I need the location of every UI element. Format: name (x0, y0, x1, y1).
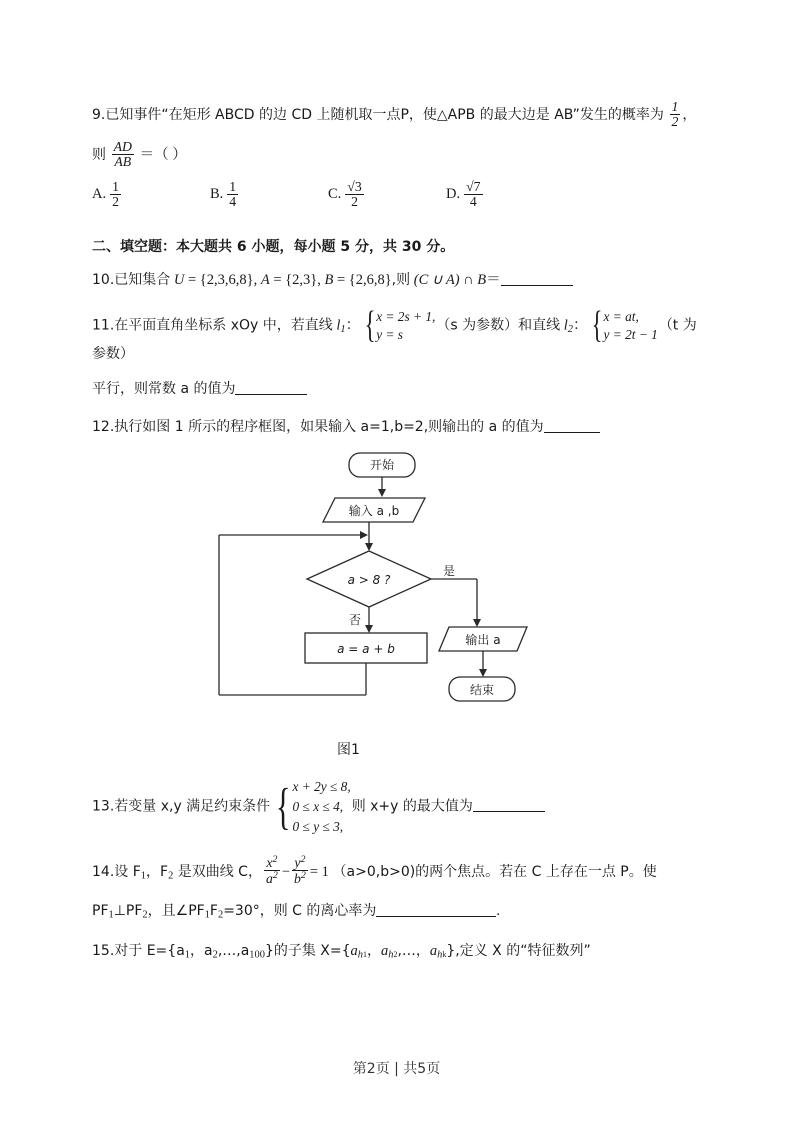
question-14-number: 14. (92, 863, 115, 880)
colon-2: ： (572, 316, 588, 333)
pf2-sub: 2 (142, 909, 148, 921)
line-l2: l (563, 316, 568, 333)
flowchart-input-label: 输入 a ,b (348, 503, 399, 518)
set-u: U (173, 271, 185, 288)
question-9-equals: ＝（ ） (139, 146, 187, 163)
flowchart-end-label: 结束 (469, 682, 494, 697)
option-c-radicand: 3 (354, 178, 362, 194)
question-9-text: 已知事件“在矩形 ABCD 的边 CD 上随机取一点P，使△APB 的最大边是 AB”发生的概率为 (105, 106, 664, 123)
question-14-text7: =30°，则 C 的离心率为 (223, 902, 377, 919)
question-10-line: 10.已知集合 U = {2,3,6,8}, A = {2,3}, B = {2,6,8},则 (C ∪ A) ∩ B＝ (92, 270, 701, 292)
question-15-text5: ， (367, 942, 381, 959)
ratio-denominator: AB (114, 154, 132, 170)
question-9-number: 9. (92, 106, 106, 123)
line-l2-sub: 2 (567, 323, 573, 335)
question-11-line2 (92, 379, 701, 401)
question-9-ratio-fraction (112, 140, 134, 170)
question-11 (92, 303, 701, 402)
q13-row3: 0 ≤ y ≤ 3, (292, 818, 344, 834)
l1-system (361, 303, 436, 346)
a100-sub: 100 (249, 949, 265, 961)
question-10-then: ,则 (391, 271, 411, 288)
l1-row2: y = s (376, 326, 403, 342)
question-14-text2: ，F (146, 863, 169, 880)
question-14-line2 (92, 901, 701, 923)
option-a-denominator: 2 (112, 194, 119, 210)
question-14-text6: F (209, 902, 218, 919)
question-14 (92, 855, 701, 923)
question-9-line2 (92, 140, 701, 170)
flowchart-svg (197, 449, 597, 739)
question-15-number: 15. (92, 942, 115, 959)
q13-row2: 0 ≤ x ≤ 4, (292, 798, 344, 814)
a-squared: $a^2$ (265, 870, 278, 887)
brace-2: { (592, 303, 603, 346)
hyperbola-term-1 (264, 855, 280, 887)
option-d-label: D. (446, 186, 461, 203)
brace-3: { (276, 778, 291, 835)
figure-caption: 图1 (337, 741, 360, 758)
q13-system (271, 777, 351, 837)
option-d[interactable] (446, 180, 564, 210)
flowchart-decision-label: a > 8 ? (347, 572, 390, 587)
option-b-denominator: 4 (229, 194, 237, 210)
x-elem-k-sub: h (437, 949, 443, 961)
set-a: A (260, 271, 270, 288)
question-14-perp: ⊥PF (113, 902, 143, 919)
question-14-period: . (496, 902, 501, 919)
brace-1: { (364, 303, 376, 346)
t-parameter-note: （t 为参数） (92, 316, 697, 362)
x-elem-1-sub: h (357, 949, 364, 961)
s-parameter-note: （s 为参数）和直线 (436, 316, 561, 333)
set-a-value: = {2,3} (273, 271, 318, 288)
option-d-numerator: √7 (466, 178, 481, 194)
flowchart-no-label: 否 (348, 612, 361, 627)
question-15-text6: ,…， (397, 942, 430, 959)
question-9 (92, 100, 701, 210)
question-14-condition: （a>0,b>0)的两个焦点。若在 C 上存在一点 P。使 (332, 863, 657, 880)
option-b-numerator: 1 (229, 178, 237, 194)
question-10-answer-blank[interactable] (501, 270, 573, 286)
option-d-denominator: 4 (469, 194, 477, 210)
question-12-answer-blank[interactable] (544, 418, 600, 434)
l2-row1: x = at, (603, 308, 639, 324)
flowchart-process-label: a = a + b (336, 641, 395, 656)
question-10 (92, 270, 701, 292)
question-13-answer-blank[interactable] (473, 797, 545, 813)
question-9-line1 (92, 100, 701, 130)
question-15-text4: }的子集 X={ (264, 942, 351, 959)
a1-sub: 1 (184, 949, 190, 961)
l2-row2: y = 2t − 1 (603, 326, 658, 342)
option-b-label: B. (210, 186, 224, 203)
flowchart-output-label: 输出 a (464, 632, 501, 647)
question-15-text2: ，a (190, 942, 213, 959)
y-squared: $y^2$ (292, 855, 308, 871)
hyperbola-equals: = 1 (309, 863, 329, 880)
option-a-value (110, 180, 121, 210)
question-14-text5: ，且∠PF (147, 902, 205, 919)
hyperbola-term-2 (292, 855, 308, 887)
question-14-line1 (92, 855, 701, 887)
question-13-number: 13. (92, 798, 115, 815)
question-9-probability-fraction (670, 100, 681, 130)
x-elem-k: a (429, 942, 438, 959)
question-12-number: 12. (92, 419, 115, 436)
question-15 (92, 941, 701, 963)
option-c-numerator: √3 (347, 178, 362, 194)
flowchart-start-label: 开始 (369, 457, 394, 472)
section-2-title: 二、填空题：本大题共 6 小题，每小题 5 分，共 30 分。 (92, 238, 455, 255)
set-b: B (324, 271, 334, 288)
option-c-denominator: 2 (351, 194, 358, 210)
question-15-text1: 对于 E={a (114, 942, 185, 959)
option-b[interactable] (210, 180, 328, 210)
question-11-text2: 平行，则常数 a 的值为 (92, 381, 236, 398)
option-d-value (464, 180, 482, 210)
question-15-text3: ,…,a (217, 942, 250, 959)
question-10-number: 10. (92, 271, 115, 288)
a2-sub: 2 (212, 949, 218, 961)
b-squared: $b^2$ (294, 870, 306, 887)
question-12-text: 执行如图 1 所示的程序框图，如果输入 a=1,b=2,则输出的 a 的值为 (114, 419, 544, 436)
question-11-number: 11. (92, 316, 115, 333)
x-elem-1-sub2: 1 (363, 949, 367, 959)
flowchart-yes-label: 是 (442, 563, 455, 578)
question-11-line1 (92, 303, 701, 366)
option-c-label: C. (328, 186, 342, 203)
l2-system (588, 303, 658, 346)
question-13-line (92, 777, 701, 837)
option-b-value (227, 180, 238, 210)
question-9-comma: ， (682, 106, 697, 123)
question-13 (92, 777, 701, 837)
line-l1-sub: 1 (340, 323, 346, 335)
question-13-text2: 则 x+y 的最大值为 (351, 798, 473, 815)
question-10-expression: (C ∪ A) ∩ B (413, 271, 487, 288)
prob-denominator: 2 (671, 114, 679, 130)
question-10-equals: ＝ (486, 271, 501, 288)
question-14-text4: PF (92, 902, 109, 919)
pf1-sub: 1 (108, 909, 114, 921)
line-l1: l (336, 316, 341, 333)
q13-row1: x + 2y ≤ 8, (292, 778, 351, 794)
x-elem-2-sub2: 2 (393, 949, 398, 959)
set-b-value: = {2,6,8} (336, 271, 392, 288)
l1-row1: x = 2s + 1, (376, 308, 436, 324)
question-9-then: 则 (92, 146, 106, 163)
question-9-options (92, 180, 701, 210)
question-14-text1: 设 F (114, 863, 141, 880)
page-footer: 第2页 | 共5页 (352, 1061, 441, 1077)
option-c-value (345, 180, 363, 210)
question-10-text: 已知集合 (114, 271, 171, 288)
option-a-label: A. (92, 186, 107, 203)
set-u-value: = {2,3,6,8} (188, 271, 254, 288)
question-12 (92, 417, 701, 759)
ratio-numerator: AD (113, 138, 132, 154)
minus-sign: − (281, 863, 290, 880)
x-elem-2: a (381, 942, 389, 959)
question-11-text: 在平面直角坐标系 xOy 中，若直线 (114, 316, 333, 333)
question-11-answer-blank[interactable] (235, 380, 307, 396)
question-15-text7: },定义 X 的“特征数列” (446, 942, 591, 959)
question-14-answer-blank[interactable] (376, 901, 496, 917)
x-elem-1: a (350, 942, 358, 959)
colon-1: ： (345, 316, 361, 333)
option-c[interactable] (328, 180, 446, 210)
question-15-line (92, 941, 701, 963)
question-12-line (92, 417, 701, 439)
prob-numerator: 1 (671, 99, 679, 114)
f1-sub: 1 (140, 870, 146, 882)
f2-sub: 2 (168, 870, 174, 882)
x-squared: $x^2$ (264, 855, 280, 871)
option-a-numerator: 1 (112, 178, 119, 194)
question-14-text3: 是双曲线 C， (173, 863, 262, 880)
option-d-radicand: 7 (473, 178, 481, 194)
flowchart-figure (92, 449, 701, 739)
angle-f1-sub: 1 (204, 909, 210, 921)
x-elem-k-sub2: k (442, 949, 447, 959)
x-elem-2-sub: h (388, 949, 394, 961)
angle-f2-sub: 2 (217, 909, 224, 921)
question-13-text: 若变量 x,y 满足约束条件 (114, 798, 271, 815)
option-a[interactable] (92, 180, 210, 210)
